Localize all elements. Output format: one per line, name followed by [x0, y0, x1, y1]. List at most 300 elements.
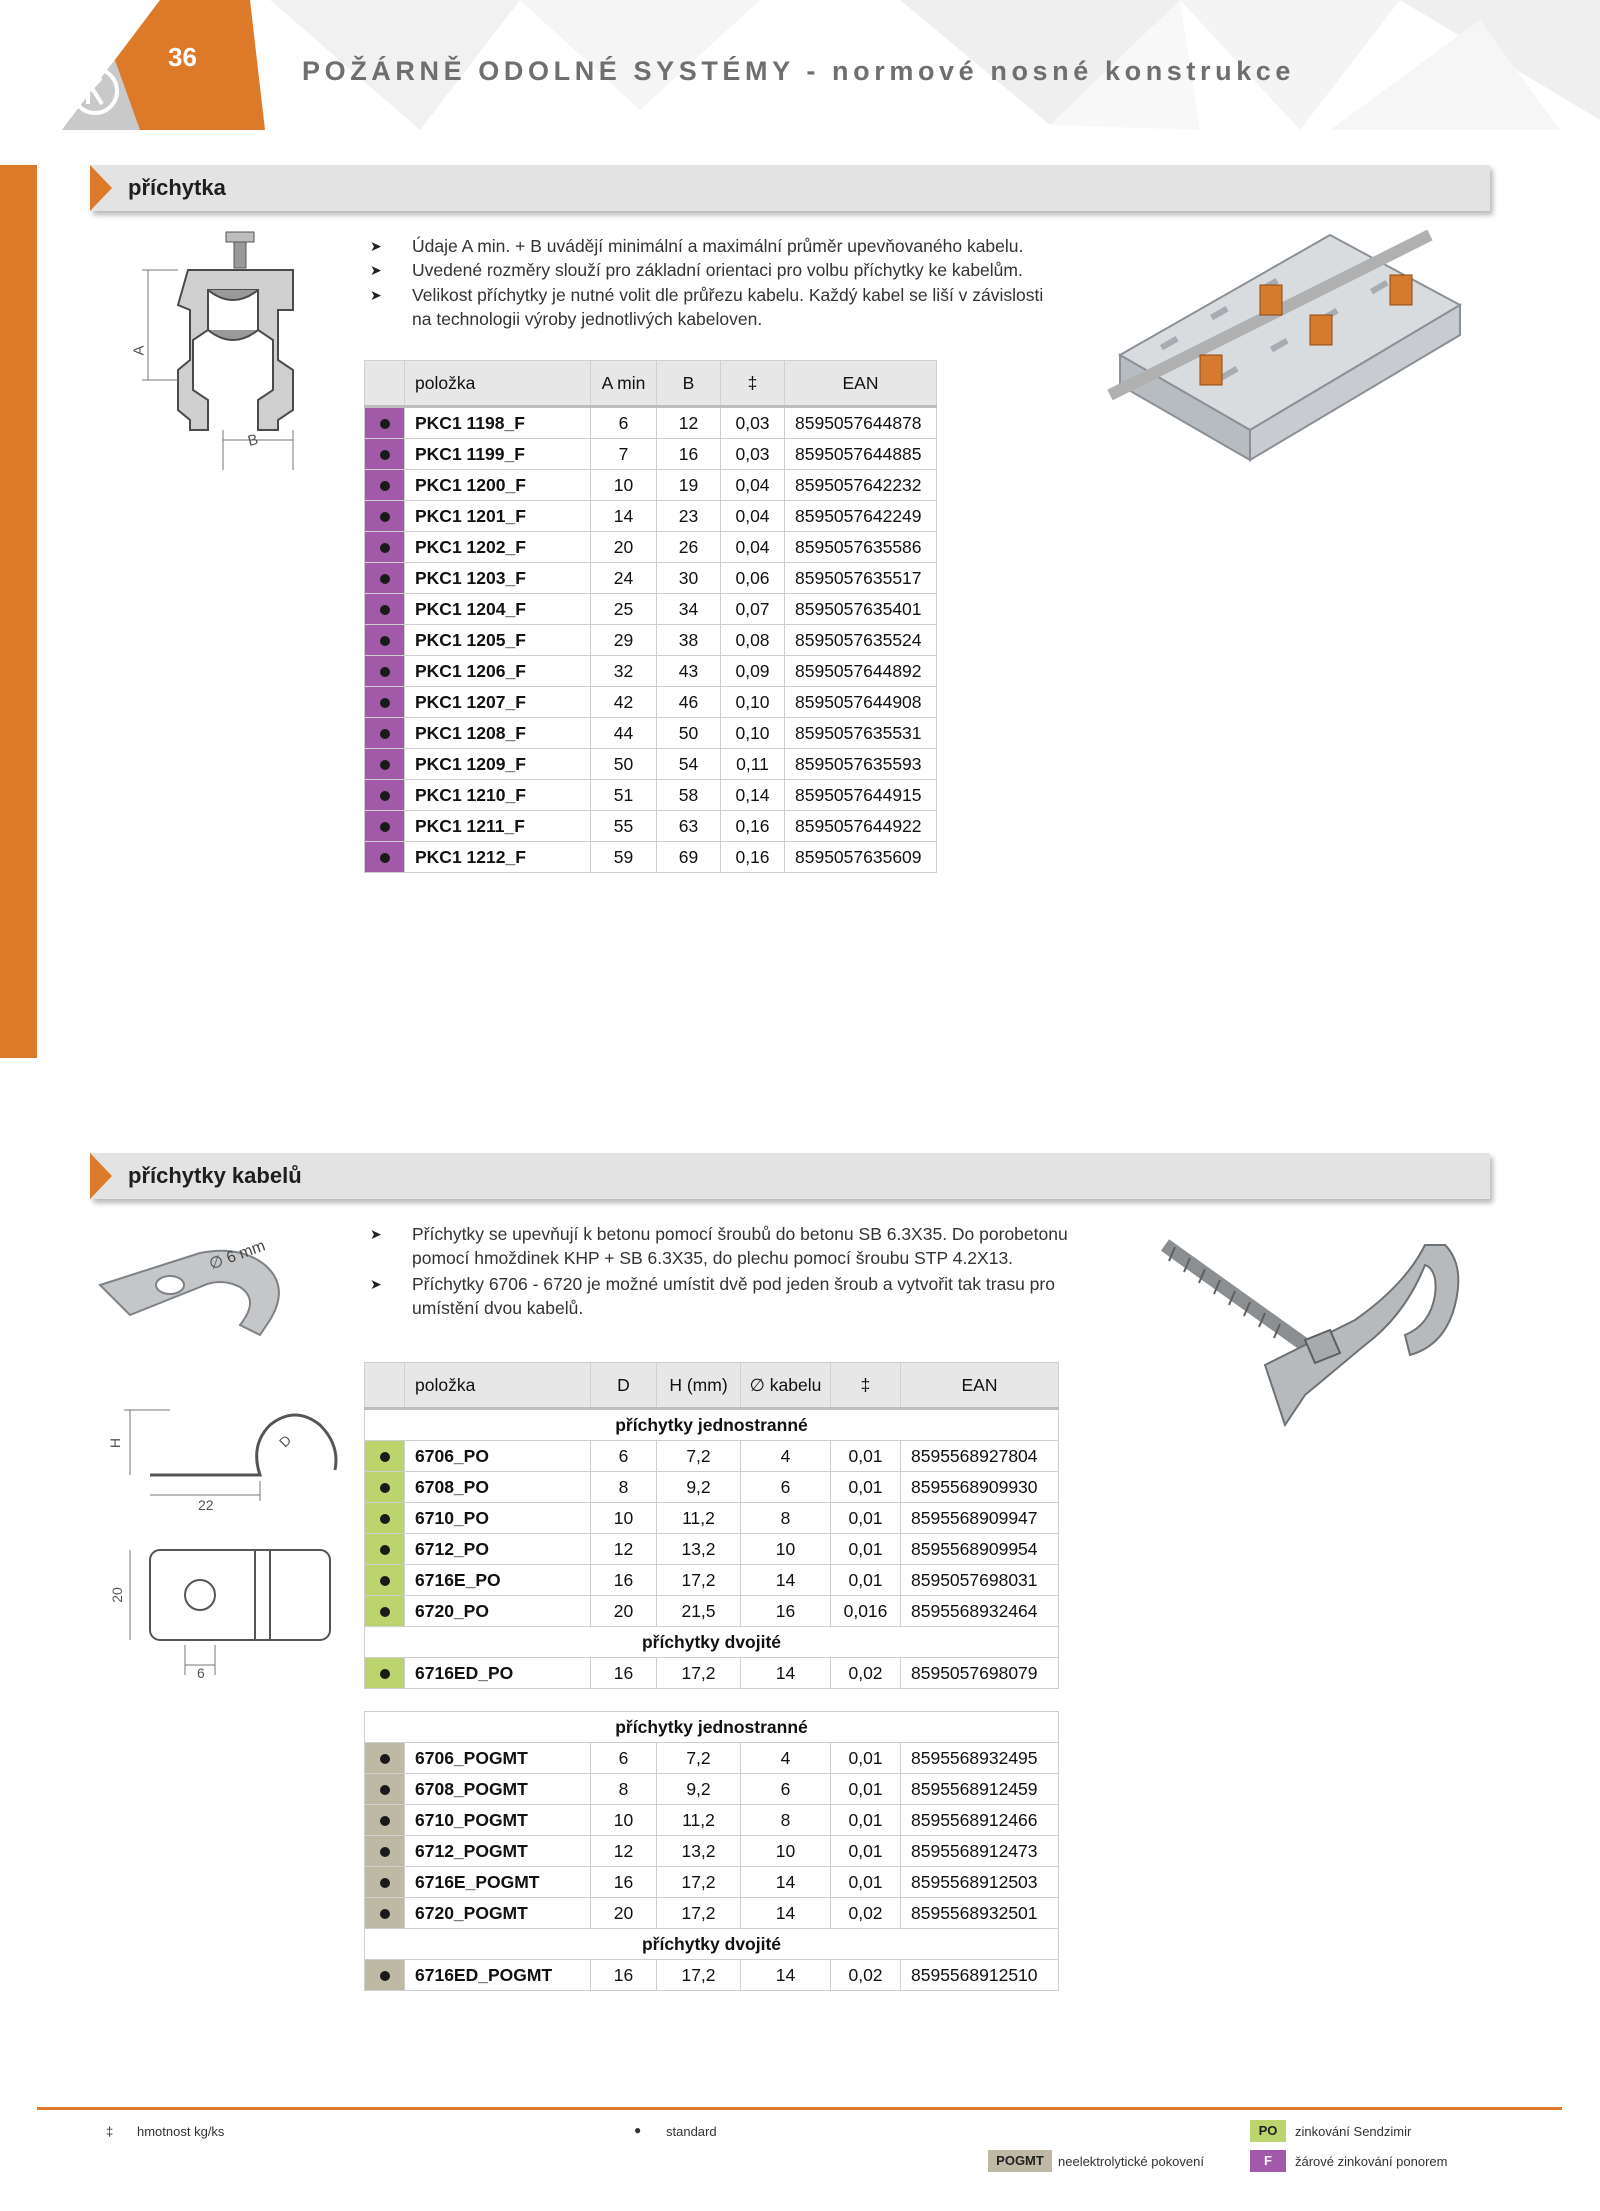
table-row — [365, 842, 937, 873]
standard-dot-icon — [380, 1785, 390, 1795]
row-marker — [365, 1867, 405, 1898]
h-value: 13,2 — [657, 1534, 741, 1565]
cable-diameter-value: 4 — [741, 1743, 831, 1774]
ean-value: 8595057635401 — [785, 594, 937, 625]
column-header: B — [657, 361, 721, 407]
ean-value: 8595568909954 — [901, 1534, 1059, 1565]
table-row — [365, 563, 937, 594]
h-value: 17,2 — [657, 1867, 741, 1898]
standard-dot-icon — [380, 1545, 390, 1555]
item-code: PKC1 1208_F — [405, 718, 591, 749]
ean-value: 8595057642249 — [785, 501, 937, 532]
table-row — [365, 811, 937, 842]
column-header: položka — [405, 361, 591, 407]
standard-dot-icon — [380, 1816, 390, 1826]
bullet-arrow-icon: ➤ — [370, 1276, 382, 1292]
standard-dot-icon — [380, 419, 390, 429]
column-header: EAN — [901, 1363, 1059, 1409]
row-marker — [365, 470, 405, 501]
a-min-value: 51 — [591, 780, 657, 811]
item-code: PKC1 1209_F — [405, 749, 591, 780]
a-min-value: 29 — [591, 625, 657, 656]
weight-value: 0,01 — [831, 1534, 901, 1565]
pogmt-badge: POGMT — [988, 2150, 1052, 2172]
table-row — [365, 501, 937, 532]
standard-dot-icon — [380, 667, 390, 677]
column-header: ∅ kabelu — [741, 1363, 831, 1409]
h-value: 11,2 — [657, 1503, 741, 1534]
d-value: 20 — [591, 1898, 657, 1929]
standard-dot-icon — [380, 1452, 390, 1462]
item-code: PKC1 1201_F — [405, 501, 591, 532]
dimension-d-label: D — [275, 1431, 295, 1451]
table-row — [365, 1596, 1059, 1627]
a-min-value: 14 — [591, 501, 657, 532]
standard-dot-icon — [380, 1754, 390, 1764]
column-header: H (mm) — [657, 1363, 741, 1409]
table-row — [365, 1898, 1059, 1929]
a-min-value: 42 — [591, 687, 657, 718]
h-value: 9,2 — [657, 1472, 741, 1503]
dimension-22-label: 22 — [198, 1497, 214, 1513]
bullet-arrow-icon: ➤ — [370, 238, 382, 254]
ean-value: 8595568909930 — [901, 1472, 1059, 1503]
page-number: 36 — [168, 42, 197, 72]
table-row — [365, 1534, 1059, 1565]
standard-dot-icon — [380, 481, 390, 491]
item-code: 6716ED_PO — [405, 1658, 591, 1689]
h-value: 7,2 — [657, 1743, 741, 1774]
weight-value: 0,14 — [721, 780, 785, 811]
ean-value: 8595057644878 — [785, 407, 937, 439]
item-code: PKC1 1202_F — [405, 532, 591, 563]
cable-diameter-value: 14 — [741, 1867, 831, 1898]
b-value: 63 — [657, 811, 721, 842]
row-marker — [365, 687, 405, 718]
dimension-a-label: A — [130, 345, 148, 356]
standard-dot-icon — [380, 698, 390, 708]
section-title: příchytky kabelů — [128, 1163, 302, 1188]
a-min-value: 24 — [591, 563, 657, 594]
diameter-label: ∅ 6 mm — [207, 1237, 268, 1274]
standard-dot-icon — [380, 822, 390, 832]
footer-divider — [37, 2107, 1562, 2110]
item-code: PKC1 1200_F — [405, 470, 591, 501]
item-code: 6706_POGMT — [405, 1743, 591, 1774]
standard-dot-icon — [380, 1909, 390, 1919]
d-value: 10 — [591, 1805, 657, 1836]
b-value: 54 — [657, 749, 721, 780]
group-label: příchytky jednostranné — [365, 1712, 1059, 1743]
ean-value: 8595057644885 — [785, 439, 937, 470]
a-min-value: 44 — [591, 718, 657, 749]
item-code: PKC1 1207_F — [405, 687, 591, 718]
item-code: 6712_PO — [405, 1534, 591, 1565]
standard-dot-icon — [380, 1483, 390, 1493]
standard-dot-icon — [380, 605, 390, 615]
a-min-value: 6 — [591, 407, 657, 439]
weight-value: 0,01 — [831, 1565, 901, 1596]
group-label: příchytky jednostranné — [365, 1409, 1059, 1441]
ean-value: 8595568932495 — [901, 1743, 1059, 1774]
b-value: 26 — [657, 532, 721, 563]
row-marker — [365, 1565, 405, 1596]
group-label: příchytky dvojité — [365, 1929, 1059, 1960]
cable-diameter-value: 4 — [741, 1441, 831, 1472]
h-value: 17,2 — [657, 1960, 741, 1991]
item-code: PKC1 1212_F — [405, 842, 591, 873]
standard-dot-icon — [380, 853, 390, 863]
d-value: 16 — [591, 1658, 657, 1689]
weight-value: 0,16 — [721, 842, 785, 873]
standard-dot-icon: ● — [634, 2123, 642, 2137]
weight-value: 0,09 — [721, 656, 785, 687]
section-header-prichytky-kabelu — [90, 1153, 1490, 1199]
a-min-value: 25 — [591, 594, 657, 625]
cable-tray-image — [1100, 215, 1470, 485]
table-header-row — [365, 1363, 1059, 1409]
d-value: 16 — [591, 1867, 657, 1898]
item-code: 6716E_POGMT — [405, 1867, 591, 1898]
table-row — [365, 1441, 1059, 1472]
item-code: PKC1 1206_F — [405, 656, 591, 687]
d-value: 6 — [591, 1441, 657, 1472]
ean-value: 8595057698031 — [901, 1565, 1059, 1596]
row-marker — [365, 1472, 405, 1503]
ean-value: 8595057635593 — [785, 749, 937, 780]
standard-dot-icon — [380, 1669, 390, 1679]
bullet-arrow-icon: ➤ — [370, 287, 382, 303]
table-row — [365, 1805, 1059, 1836]
ean-value: 8595568912503 — [901, 1867, 1059, 1898]
left-accent-bar — [0, 165, 37, 1058]
item-code: PKC1 1203_F — [405, 563, 591, 594]
column-header: EAN — [785, 361, 937, 407]
column-header: ‡ — [831, 1363, 901, 1409]
item-code: 6720_POGMT — [405, 1898, 591, 1929]
row-marker — [365, 501, 405, 532]
table-row — [365, 1503, 1059, 1534]
bullet-arrow-icon: ➤ — [370, 1226, 382, 1242]
ean-value: 8595568932464 — [901, 1596, 1059, 1627]
cable-diameter-value: 10 — [741, 1534, 831, 1565]
ean-value: 8595057644892 — [785, 656, 937, 687]
cable-diameter-value: 6 — [741, 1774, 831, 1805]
cable-diameter-value: 16 — [741, 1596, 831, 1627]
clip-top-drawing — [105, 1545, 345, 1685]
column-header: ‡ — [721, 361, 785, 407]
h-value: 13,2 — [657, 1836, 741, 1867]
row-marker — [365, 718, 405, 749]
table-row — [365, 532, 937, 563]
row-marker — [365, 1805, 405, 1836]
bullet-arrow-icon: ➤ — [370, 262, 382, 278]
row-marker — [365, 1836, 405, 1867]
weight-value: 0,07 — [721, 594, 785, 625]
item-code: 6716ED_POGMT — [405, 1960, 591, 1991]
b-value: 46 — [657, 687, 721, 718]
row-marker — [365, 1596, 405, 1627]
table-row — [365, 1836, 1059, 1867]
weight-value: 0,04 — [721, 532, 785, 563]
row-marker — [365, 563, 405, 594]
h-value: 7,2 — [657, 1441, 741, 1472]
dimension-20-label: 20 — [108, 1587, 125, 1603]
row-marker — [365, 1503, 405, 1534]
h-value: 17,2 — [657, 1565, 741, 1596]
row-marker — [365, 1441, 405, 1472]
table-row — [365, 1867, 1059, 1898]
weight-value: 0,03 — [721, 439, 785, 470]
table-row — [365, 1472, 1059, 1503]
table-row — [365, 780, 937, 811]
h-value: 11,2 — [657, 1805, 741, 1836]
d-value: 16 — [591, 1565, 657, 1596]
row-marker — [365, 780, 405, 811]
ean-value: 8595568912466 — [901, 1805, 1059, 1836]
section-title: příchytka — [128, 175, 226, 200]
b-value: 23 — [657, 501, 721, 532]
d-value: 20 — [591, 1596, 657, 1627]
standard-dot-icon — [380, 512, 390, 522]
row-marker — [365, 407, 405, 439]
item-code: 6708_POGMT — [405, 1774, 591, 1805]
ean-value: 8595057635609 — [785, 842, 937, 873]
table-row — [365, 656, 937, 687]
ean-value: 8595057635524 — [785, 625, 937, 656]
cable-diameter-value: 14 — [741, 1960, 831, 1991]
standard-dot-icon — [380, 574, 390, 584]
dimension-6-label: 6 — [197, 1665, 205, 1681]
row-marker — [365, 1658, 405, 1689]
item-code: PKC1 1198_F — [405, 407, 591, 439]
clip-drawing — [128, 230, 308, 470]
column-header: D — [591, 1363, 657, 1409]
table-row — [365, 625, 937, 656]
table-row — [365, 687, 937, 718]
row-marker — [365, 1960, 405, 1991]
group-label: příchytky dvojité — [365, 1627, 1059, 1658]
b-value: 34 — [657, 594, 721, 625]
standard-legend: standard — [666, 2124, 717, 2139]
a-min-value: 32 — [591, 656, 657, 687]
cable-diameter-value: 14 — [741, 1565, 831, 1596]
table-row — [365, 1743, 1059, 1774]
ean-value: 8595568909947 — [901, 1503, 1059, 1534]
table-row — [365, 470, 937, 501]
clip-side-drawing — [107, 1395, 350, 1515]
weight-value: 0,16 — [721, 811, 785, 842]
table-row — [365, 1658, 1059, 1689]
group-header-row — [365, 1627, 1059, 1658]
f-badge: F — [1250, 2150, 1286, 2172]
ean-value: 8595057635586 — [785, 532, 937, 563]
standard-dot-icon — [380, 1576, 390, 1586]
weight-value: 0,04 — [721, 470, 785, 501]
page-title: POŽÁRNĚ ODOLNÉ SYSTÉMY - normové nosné konstrukce — [302, 56, 1296, 86]
item-code: PKC1 1204_F — [405, 594, 591, 625]
item-code: 6712_POGMT — [405, 1836, 591, 1867]
table-spacer — [365, 1689, 1059, 1712]
weight-value: 0,01 — [831, 1441, 901, 1472]
b-value: 69 — [657, 842, 721, 873]
d-value: 12 — [591, 1534, 657, 1565]
a-min-value: 50 — [591, 749, 657, 780]
cable-diameter-value: 10 — [741, 1836, 831, 1867]
dimension-h-label: H — [107, 1437, 124, 1449]
a-min-value: 7 — [591, 439, 657, 470]
row-marker — [365, 439, 405, 470]
table-row — [365, 439, 937, 470]
weight-value: 0,10 — [721, 687, 785, 718]
ean-value: 8595057644908 — [785, 687, 937, 718]
ean-value: 8595568912459 — [901, 1774, 1059, 1805]
b-value: 38 — [657, 625, 721, 656]
weight-value: 0,01 — [831, 1805, 901, 1836]
weight-value: 0,02 — [831, 1658, 901, 1689]
standard-dot-icon — [380, 760, 390, 770]
ean-value: 8595568927804 — [901, 1441, 1059, 1472]
weight-value: 0,01 — [831, 1472, 901, 1503]
logo-icon — [70, 66, 120, 116]
standard-dot-icon — [380, 1878, 390, 1888]
row-marker — [365, 842, 405, 873]
cable-diameter-value: 8 — [741, 1503, 831, 1534]
pogmt-legend: neelektrolytické pokovení — [1058, 2154, 1204, 2169]
ean-value: 8595057635531 — [785, 718, 937, 749]
section-arrow-icon — [90, 1153, 112, 1199]
row-marker — [365, 656, 405, 687]
item-code: 6706_PO — [405, 1441, 591, 1472]
section-header-prichytka — [90, 165, 1490, 211]
item-code: 6716E_PO — [405, 1565, 591, 1596]
standard-dot-icon — [380, 729, 390, 739]
table-row — [365, 1774, 1059, 1805]
item-code: PKC1 1205_F — [405, 625, 591, 656]
standard-dot-icon — [380, 543, 390, 553]
item-code: 6710_PO — [405, 1503, 591, 1534]
weight-value: 0,11 — [721, 749, 785, 780]
b-value: 50 — [657, 718, 721, 749]
po-badge: PO — [1250, 2120, 1286, 2142]
item-code: 6710_POGMT — [405, 1805, 591, 1836]
table-row — [365, 1565, 1059, 1596]
table-row — [365, 407, 937, 439]
b-value: 16 — [657, 439, 721, 470]
h-value: 9,2 — [657, 1774, 741, 1805]
weight-value: 0,02 — [831, 1960, 901, 1991]
d-value: 16 — [591, 1960, 657, 1991]
item-code: 6708_PO — [405, 1472, 591, 1503]
weight-value: 0,03 — [721, 407, 785, 439]
item-code: PKC1 1210_F — [405, 780, 591, 811]
a-min-value: 59 — [591, 842, 657, 873]
table-row — [365, 1960, 1059, 1991]
weight-value: 0,08 — [721, 625, 785, 656]
row-marker — [365, 625, 405, 656]
row-marker — [365, 1534, 405, 1565]
cable-diameter-value: 6 — [741, 1472, 831, 1503]
weight-legend: hmotnost kg/ks — [137, 2124, 225, 2139]
item-code: PKC1 1211_F — [405, 811, 591, 842]
d-value: 8 — [591, 1774, 657, 1805]
b-value: 30 — [657, 563, 721, 594]
weight-value: 0,04 — [721, 501, 785, 532]
b-value: 19 — [657, 470, 721, 501]
f-legend: žárové zinkování ponorem — [1295, 2154, 1448, 2169]
weight-value: 0,01 — [831, 1836, 901, 1867]
standard-dot-icon — [380, 1514, 390, 1524]
ean-value: 8595057642232 — [785, 470, 937, 501]
a-min-value: 10 — [591, 470, 657, 501]
weight-value: 0,01 — [831, 1743, 901, 1774]
d-value: 12 — [591, 1836, 657, 1867]
standard-dot-icon — [380, 1971, 390, 1981]
dimension-b-label: B — [245, 430, 261, 451]
cable-clip-photo — [90, 1225, 350, 1365]
cable-diameter-value: 14 — [741, 1658, 831, 1689]
po-legend: zinkování Sendzimir — [1295, 2124, 1412, 2139]
h-value: 17,2 — [657, 1658, 741, 1689]
screw-clip-photo — [1155, 1225, 1485, 1455]
table-row — [365, 749, 937, 780]
weight-value: 0,06 — [721, 563, 785, 594]
standard-dot-icon — [380, 1607, 390, 1617]
row-marker — [365, 1774, 405, 1805]
b-value: 43 — [657, 656, 721, 687]
cable-diameter-value: 8 — [741, 1805, 831, 1836]
table-row — [365, 594, 937, 625]
standard-dot-icon — [380, 1847, 390, 1857]
weight-value: 0,01 — [831, 1774, 901, 1805]
ean-value: 8595057644922 — [785, 811, 937, 842]
ean-value: 8595568912510 — [901, 1960, 1059, 1991]
group-header-row — [365, 1929, 1059, 1960]
weight-value: 0,10 — [721, 718, 785, 749]
group-header-row — [365, 1409, 1059, 1441]
row-marker — [365, 1898, 405, 1929]
row-marker — [365, 594, 405, 625]
section-arrow-icon — [90, 165, 112, 211]
row-marker — [365, 1743, 405, 1774]
ean-value: 8595568912473 — [901, 1836, 1059, 1867]
column-header: A min — [591, 361, 657, 407]
h-value: 17,2 — [657, 1898, 741, 1929]
standard-dot-icon — [380, 450, 390, 460]
h-value: 21,5 — [657, 1596, 741, 1627]
ean-value: 8595057644915 — [785, 780, 937, 811]
d-value: 10 — [591, 1503, 657, 1534]
item-code: PKC1 1199_F — [405, 439, 591, 470]
row-marker — [365, 811, 405, 842]
table-header-row — [365, 361, 937, 407]
ean-value: 8595057635517 — [785, 563, 937, 594]
prichytky-kabelu-table — [364, 1362, 1059, 1991]
cable-diameter-value: 14 — [741, 1898, 831, 1929]
weight-value: 0,02 — [831, 1898, 901, 1929]
row-marker — [365, 532, 405, 563]
column-header: položka — [405, 1363, 591, 1409]
weight-value: 0,016 — [831, 1596, 901, 1627]
b-value: 58 — [657, 780, 721, 811]
ean-value: 8595057698079 — [901, 1658, 1059, 1689]
weight-symbol: ‡ — [106, 2124, 114, 2139]
a-min-value: 55 — [591, 811, 657, 842]
weight-value: 0,01 — [831, 1503, 901, 1534]
b-value: 12 — [657, 407, 721, 439]
d-value: 8 — [591, 1472, 657, 1503]
table-row — [365, 718, 937, 749]
